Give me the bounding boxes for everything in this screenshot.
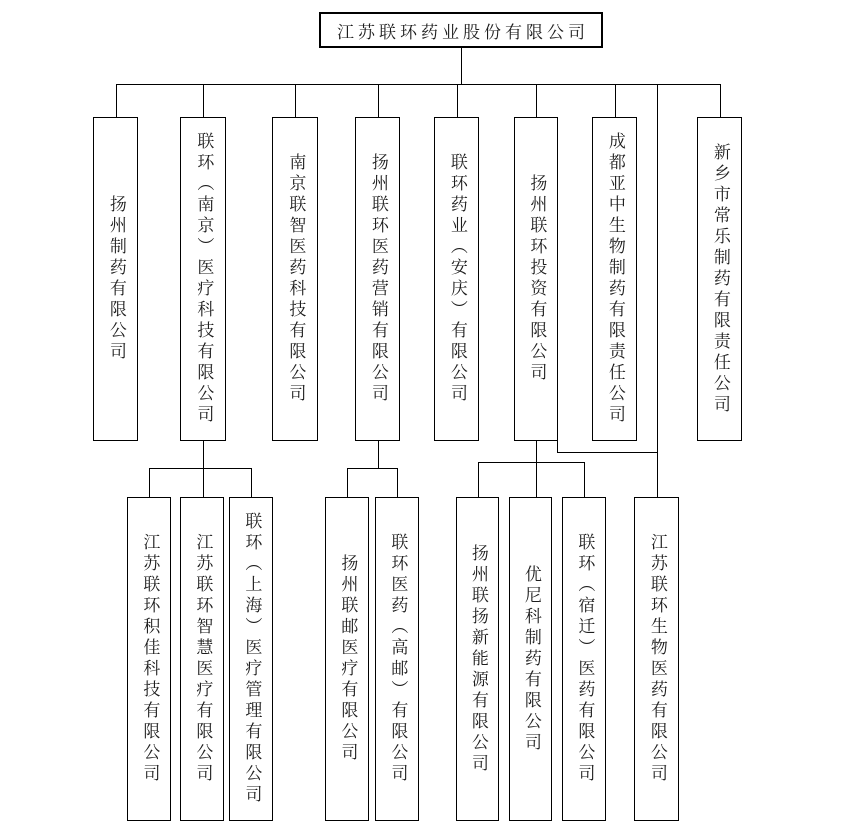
org-node-label: 联环（上海）医疗管理有限公司: [241, 512, 262, 806]
org-node-label: 新乡市常乐制药有限责任公司: [709, 142, 730, 416]
org-node-root: [319, 12, 603, 48]
org-node-a1: [93, 117, 138, 441]
org-node-label: 扬州制药有限公司: [105, 195, 126, 363]
connector-line: [149, 468, 150, 497]
org-node-b2: [180, 497, 224, 821]
connector-line: [615, 84, 616, 117]
connector-line: [203, 84, 204, 117]
org-node-b9: [634, 497, 679, 821]
connector-line: [720, 84, 721, 117]
org-node-b7: [509, 497, 552, 821]
connector-line: [378, 84, 379, 117]
connector-line: [295, 84, 296, 117]
connector-line: [536, 441, 537, 462]
org-node-label: 江苏联环生物医药有限公司: [646, 533, 667, 785]
org-node-label: 扬州联环投资有限公司: [526, 174, 547, 384]
connector-line: [478, 462, 585, 463]
org-node-label: 联环医药（高邮）有限公司: [387, 533, 408, 785]
org-node-label: 扬州联扬新能源有限公司: [467, 543, 488, 775]
connector-line: [557, 452, 657, 453]
connector-line: [347, 468, 348, 497]
org-node-b3: [229, 497, 273, 821]
org-node-label: 江苏联环智慧医疗有限公司: [192, 533, 213, 785]
connector-line: [478, 462, 479, 497]
org-node-label: 联环（宿迁）医药有限公司: [574, 533, 595, 785]
connector-line: [584, 462, 585, 497]
org-node-label: 成都亚中生物制药有限责任公司: [604, 132, 625, 426]
org-node-a4: [355, 117, 400, 441]
connector-line: [536, 462, 537, 497]
org-node-label: 联环（南京）医疗科技有限公司: [193, 132, 214, 426]
connector-line: [378, 441, 379, 468]
org-node-a5: [434, 117, 479, 441]
connector-line: [203, 468, 204, 497]
connector-line: [536, 84, 537, 117]
connector-line: [461, 48, 462, 84]
org-node-label: 江苏联环药业股份有限公司: [337, 22, 589, 43]
org-node-a8: [697, 117, 742, 441]
org-node-b6: [456, 497, 499, 821]
connector-line: [397, 468, 398, 497]
org-node-b1: [127, 497, 171, 821]
connector-line: [203, 441, 204, 468]
org-node-label: 江苏联环积佳科技有限公司: [139, 533, 160, 785]
org-node-a2: [180, 117, 226, 441]
connector-line: [657, 84, 658, 497]
org-node-b8: [562, 497, 606, 821]
org-node-label: 扬州联邮医疗有限公司: [337, 554, 358, 764]
connector-line: [116, 84, 117, 117]
org-node-a6: [514, 117, 558, 441]
org-node-label: 扬州联环医药营销有限公司: [367, 153, 388, 405]
org-node-b4: [325, 497, 369, 821]
org-node-label: 南京联智医药科技有限公司: [285, 153, 306, 405]
org-node-a3: [272, 117, 318, 441]
org-node-label: 联环药业（安庆）有限公司: [446, 153, 467, 405]
org-node-b5: [375, 497, 419, 821]
org-node-label: 优尼科制药有限公司: [520, 564, 541, 754]
org-node-a7: [592, 117, 637, 441]
connector-line: [116, 84, 721, 85]
connector-line: [457, 84, 458, 117]
connector-line: [149, 468, 252, 469]
connector-line: [251, 468, 252, 497]
connector-line: [347, 468, 398, 469]
